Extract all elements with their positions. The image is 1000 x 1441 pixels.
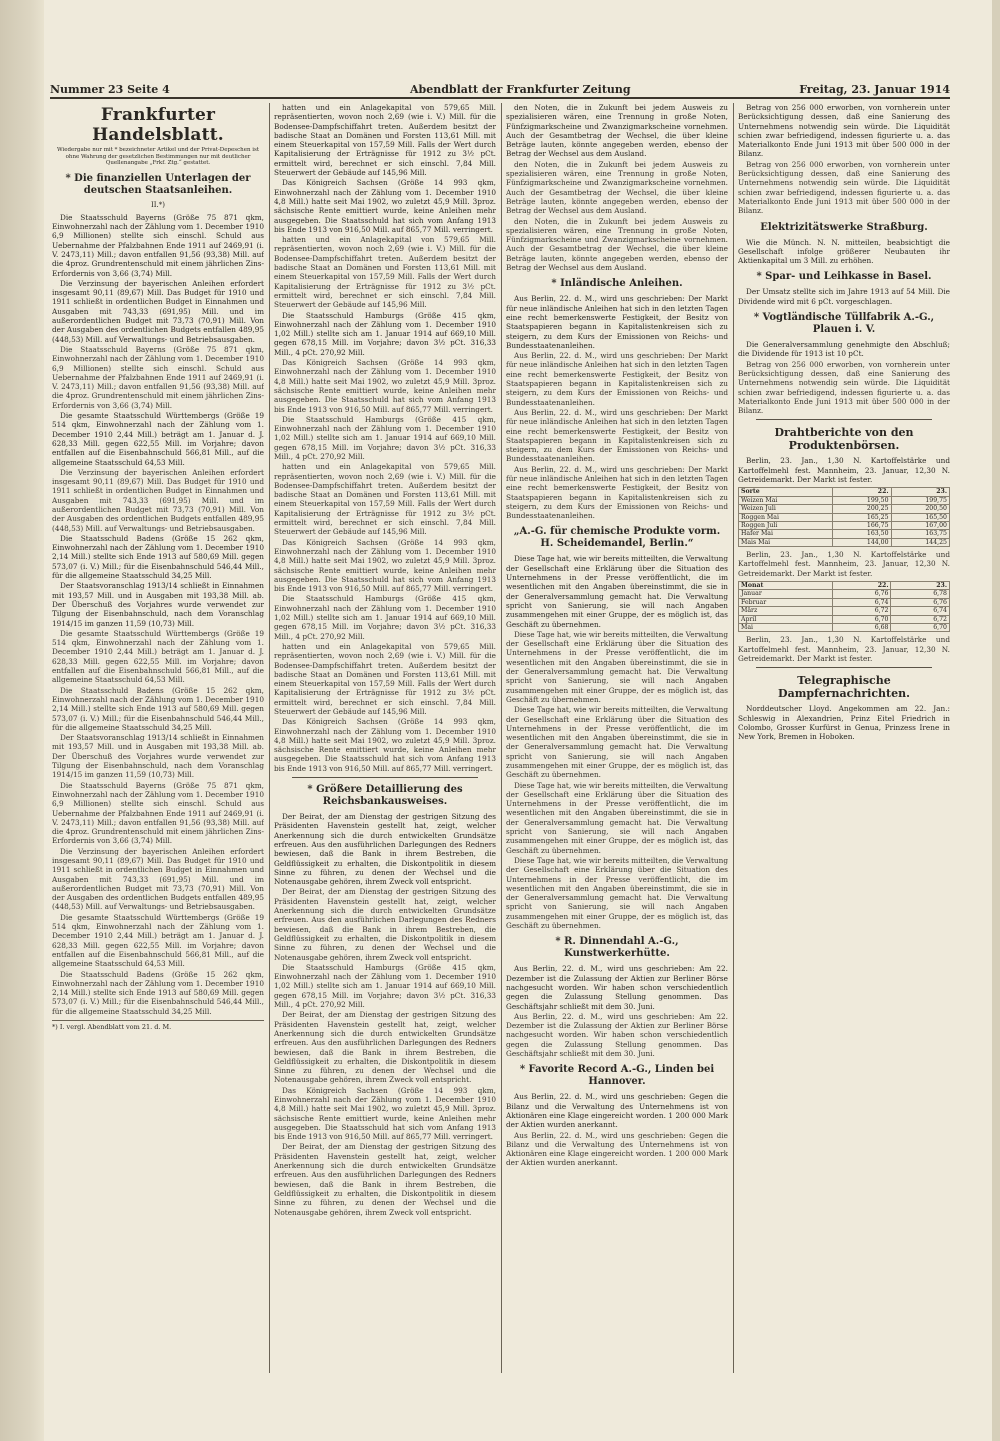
column-3 bbox=[506, 103, 728, 1373]
table-row bbox=[739, 505, 950, 513]
table-cell: 165,25 bbox=[833, 513, 891, 521]
table-cell: Januar bbox=[739, 590, 833, 598]
article-headline: * Die finanziellen Unterlagen der deutschen Staatsanleihen. bbox=[65, 172, 251, 196]
article-paragraph: Aus Berlin, 22. d. M., wird uns geschrieben: Am 22. Dezember ist die Zulassung der Aktien zur Berliner Börse nachgesucht worden. Wir haben schon verschiedentlich gegen die Zulassung Stellung genommen. Das Geschäftsjahr schließt mit dem 30. Juni. bbox=[506, 964, 728, 1011]
article-paragraph: Die Staatsschuld Hamburgs (Größe 415 qkm, Einwohnerzahl nach der Zählung vom 1. December 1910 1,02 Mill.) stellte sich am 1. Januar 1914 auf 669,10 Mill. gegen 678,15 Mill. im Vorjahre; davon 3½ pCt. 316,33 Mill., 4 pCt. 270,92 Mill. bbox=[274, 962, 496, 1010]
article-paragraph: Diese Tage hat, wie wir bereits mitteilten, die Verwaltung der Gesellschaft eine Erklärung über die Situation des Unternehmens in der Presse veröffentlicht, die im wesentlichen mit den Angaben übereinstimmt, die sie in der Generalversammlung gemacht hat. Die Verwaltung spricht von Sanierung, sie will nach Angaben zusammengehen mit einer Gruppe, der es möglich ist, das Geschäft zu übernehmen. bbox=[506, 705, 728, 780]
article-paragraph: Diese Tage hat, wie wir bereits mitteilten, die Verwaltung der Gesellschaft eine Erklärung über die Situation des Unternehmens in der Presse veröffentlicht, die im wesentlichen mit den Angaben übereinstimmt, die sie in der Generalversammlung gemacht hat. Die Verwaltung spricht von Sanierung, sie will nach Angaben zusammengehen mit einer Gruppe, der es möglich ist, das Geschäft zu übernehmen. bbox=[506, 855, 728, 931]
table-cell: 6,70 bbox=[891, 624, 950, 632]
section-title: Frankfurter Handelsblatt. bbox=[92, 105, 224, 145]
table-cell: 6,74 bbox=[832, 598, 891, 606]
table-header: 23. bbox=[891, 488, 949, 496]
article-paragraph: Diese Tage hat, wie wir bereits mitteilten, die Verwaltung der Gesellschaft eine Erklärung über die Situation des Unternehmens in der Presse veröffentlicht, die im wesentlichen mit den Angaben übereinstimmt, die sie in der Generalversammlung gemacht hat. Die Verwaltung spricht von Sanierung, sie will nach Angaben zusammengehen mit einer Gruppe, der es möglich ist, das Geschäft zu übernehmen. bbox=[506, 780, 728, 855]
table-row bbox=[739, 538, 950, 546]
article-paragraph: Der Staatsvoranschlag 1913/14 schließt in Einnahmen mit 193,57 Mill. und in Ausgaben mit 193,38 Mill. ab. Der Überschuß des Vorjahres wurde verwendet zur Tilgung der Eisenbahnschuld, nach dem Voranschlag 1914/15 im ganzen 11,59 (10,73) Mill. bbox=[52, 581, 264, 628]
page-binding-edge bbox=[0, 0, 44, 1441]
table-cell: 144,00 bbox=[833, 538, 891, 546]
article-paragraph: Die Verzinsung der bayerischen Anleihen erfordert insgesamt 90,11 (89,67) Mill. Das Budget für 1910 und 1911 schließt in ordentlichen Budget in Einnahmen und Ausgaben mit 743,33 (691,95) Mill. und im außerordentlichen Budget mit 73,73 (70,91) Mill. Von der Ausgaben des ordentlichen Budgets entfallen 489,95 (448,53) Mill. auf Verwaltungs- und Betriebsausgaben. bbox=[52, 467, 264, 533]
table-cell: März bbox=[739, 607, 833, 615]
article-paragraph: Der Umsatz stellte sich im Jahre 1913 auf 54 Mill. Die Dividende wird mit 6 pCt. vorgeschlagen. bbox=[738, 287, 950, 306]
article-part: II.*) bbox=[151, 200, 165, 209]
table-row bbox=[739, 513, 950, 521]
table-header-row bbox=[739, 488, 950, 496]
article-paragraph: Aus Berlin, 22. d. M., wird uns geschrieben: Am 22. Dezember ist die Zulassung der Aktien zur Berliner Börse nachgesucht worden. Wir haben schon verschiedentlich gegen die Zulassung Stellung genommen. Das Geschäftsjahr schließt mit dem 30. Juni. bbox=[506, 1011, 728, 1059]
article-paragraph: Die Verzinsung der bayerischen Anleihen erfordert insgesamt 90,11 (89,67) Mill. Das Budget für 1910 und 1911 schließt in ordentlichen Budget in Einnahmen und Ausgaben mit 743,33 (691,95) Mill. und im außerordentlichen Budget mit 73,73 (70,91) Mill. Von der Ausgaben des ordentlichen Budgets entfallen 489,95 (448,53) Mill. auf Verwaltungs- und Betriebsausgaben. bbox=[52, 846, 264, 912]
article-paragraph: Das Königreich Sachsen (Größe 14 993 qkm, Einwohnerzahl nach der Zählung vom 1. December 1910 4,8 Mill.) hatte seit Mai 1902, wo zuletzt 45,9 Mill. 3proz. sächsische Rente emittiert wurde, keine Anleihen mehr ausgegeben. Die Staatsschuld hat sich vom Anfang 1913 bis Ende 1913 von 916,50 Mill. auf 865,77 Mill. verringert. bbox=[274, 1085, 496, 1142]
table-row bbox=[739, 624, 950, 632]
article-paragraph: Aus Berlin, 22. d. M., wird uns geschrieben: Der Markt für neue inländische Anleihen hat sich in den letzten Tagen eine recht bemerkenswerte Festigkeit, der Besitz von Staatspapieren begann in Kapitalistenkreisen sich zu steigern, zu dem Kurs der Emissionen von Reichs- und Bundesstaatenanleihen. bbox=[506, 351, 728, 407]
market-report: Berlin, 23. Jan., 1,30 N. Kartoffelstärke und Kartoffelmehl fest. Mannheim, 23. Januar, 12,30 N. Getreidemarkt. Der Markt ist fester. bbox=[738, 635, 950, 664]
issue-number: Nummer 23 Seite 4 bbox=[50, 83, 170, 96]
article-paragraph: Das Königreich Sachsen (Größe 14 993 qkm, Einwohnerzahl nach der Zählung vom 1. December 1910 4,8 Mill.) hatte seit Mai 1902, wo zuletzt 45,9 Mill. 3proz. sächsische Rente emittiert wurde, keine Anleihen mehr ausgegeben. Die Staatsschuld hat sich vom Anfang 1913 bis Ende 1913 von 916,50 Mill. auf 865,77 Mill. verringert. bbox=[274, 358, 496, 414]
article-paragraph: hatten und ein Anlagekapital von 579,65 Mill. repräsentierten, wovon noch 2,69 (wie i. V.) Mill. für die Bodensee-Dampfschiffahrt treten. Außerdem besitzt der badische Staat an Domänen und Forsten 113,61 Mill. mit einem Steuerkapital von 157,59 Mill. Falls der Wert durch Kapitalisierung der Erträgnisse für 1912 zu 3½ pCt. ermittelt wird, berechnet er sich einschl. 7,84 Mill. Steuerwert der Gebäude auf 145,96 Mill. bbox=[274, 103, 496, 178]
table-row bbox=[739, 521, 950, 529]
shipping-news-heading: Telegraphische Dampfernachrichten. bbox=[778, 674, 910, 701]
table-cell: 166,75 bbox=[833, 521, 891, 529]
market-report: Berlin, 23. Jan., 1,30 N. Kartoffelstärke und Kartoffelmehl fest. Mannheim, 23. Januar, 12,30 N. Getreidemarkt. Der Markt ist fester. bbox=[738, 456, 950, 485]
column-4 bbox=[738, 103, 950, 1373]
article-paragraph: Die Staatsschuld Bayerns (Größe 75 871 qkm, Einwohnerzahl nach der Zählung vom 1. December 1910 6,9 Millionen) stellte sich einschl. Schuld aus Uebernahme der Pfalzbahnen Ende 1911 auf 2469,91 (i. V. 2473,11) Mill.; davon entfallen 91,56 (93,38) Mill. auf die 4proz. Grundrentenschuld mit einem jährlichen Zins-Erfordernis von 3,66 (3,74) Mill. bbox=[52, 212, 264, 278]
article-headline: * Spar- und Leihkasse in Basel. bbox=[756, 271, 932, 283]
table-cell: 144,25 bbox=[891, 538, 949, 546]
table-cell: 6,78 bbox=[891, 590, 950, 598]
table-cell: 6,70 bbox=[832, 615, 891, 623]
table-cell: 199,75 bbox=[891, 496, 949, 504]
cotton-prices-table bbox=[738, 581, 950, 632]
article-paragraph: Aus Berlin, 22. d. M., wird uns geschrieben: Gegen die Bilanz und die Verwaltung des Unternehmens ist von Aktionären eine Klage eingereicht worden. 1 200 000 Mark der Aktien wurden anerkannt. bbox=[506, 1092, 728, 1130]
article-paragraph: Die Staatsschuld Badens (Größe 15 262 qkm, Einwohnerzahl nach der Zählung vom 1. December 1910 2,14 Mill.) stellte sich Ende 1913 auf 580,69 Mill. gegen 573,07 (i. V.) Mill.; für die Eisenbahnschuld 546,44 Mill., für die allgemeine Staatsschuld 34,25 Mill. bbox=[52, 533, 264, 581]
table-cell: Mai bbox=[739, 624, 833, 632]
table-cell: April bbox=[739, 615, 833, 623]
article-paragraph: hatten und ein Anlagekapital von 579,65 Mill. repräsentierten, wovon noch 2,69 (wie i. V.) Mill. für die Bodensee-Dampfschiffahrt treten. Außerdem besitzt der badische Staat an Domänen und Forsten 113,61 Mill. mit einem Steuerkapital von 157,59 Mill. Falls der Wert durch Kapitalisierung der Erträgnisse für 1912 zu 3½ pCt. ermittelt wird, berechnet er sich einschl. 7,84 Mill. Steuerwert der Gebäude auf 145,96 Mill. bbox=[274, 462, 496, 537]
table-cell: 200,50 bbox=[891, 505, 949, 513]
article-headline: * Favorite Record A.-G., Linden bei Hannover. bbox=[519, 1064, 715, 1088]
article-paragraph: Diese Tage hat, wie wir bereits mitteilten, die Verwaltung der Gesellschaft eine Erklärung über die Situation des Unternehmens in der Presse veröffentlicht, die im wesentlichen mit den Angaben übereinstimmt, die sie in der Generalversammlung gemacht hat. Die Verwaltung spricht von Sanierung, sie will nach Angaben zusammengehen mit einer Gruppe, der es möglich ist, das Geschäft zu übernehmen. bbox=[506, 629, 728, 704]
table-header: 22. bbox=[833, 488, 891, 496]
table-row bbox=[739, 496, 950, 504]
article-headline: * Vogtländische Tüllfabrik A.-G., Plauen i. V. bbox=[753, 312, 935, 336]
article-paragraph: Der Beirat, der am Dienstag der gestrigen Sitzung des Präsidenten Havenstein gestellt hat, zeigt, welcher Anerkennung sich die durch entwickelten Grundsätze erfreuen. Aus den ausführlichen Darlegungen des Redners bewiesen, daß die Bank in ihrem Bestreben, die Geldflüssigkeit zu erhalten, die Diskontpolitik in diesem Sinne zu führen, zu denen der Wechsel und die Notenausgabe gehören, ihrem Zweck voll entspricht. bbox=[274, 887, 496, 962]
table-header: Sorte bbox=[739, 488, 833, 496]
table-cell: Mais Mai bbox=[739, 538, 833, 546]
article-paragraph: den Noten, die in Zukunft bei jedem Ausweis zu spezialisieren wären, eine Trennung in große Noten, Fünfzigmarkscheine und Zwanzigmarkscheine vornehmen. Auch der Gesamtbetrag der Wechsel, die über kleine Beträge lauten, könnte angegeben werden, ebenso der Betrag der Wechsel aus dem Ausland. bbox=[506, 103, 728, 159]
table-cell: 163,50 bbox=[833, 530, 891, 538]
article-paragraph: Aus Berlin, 22. d. M., wird uns geschrieben: Der Markt für neue inländische Anleihen hat sich in den letzten Tagen eine recht bemerkenswerte Festigkeit, der Besitz von Staatspapieren begann in Kapitalistenkreisen sich zu steigern, zu dem Kurs der Emissionen von Reichs- und Bundesstaatenanleihen. bbox=[506, 294, 728, 350]
article-paragraph: Das Königreich Sachsen (Größe 14 993 qkm, Einwohnerzahl nach der Zählung vom 1. December 1910 4,8 Mill.) hatte seit Mai 1902, wo zuletzt 45,9 Mill. 3proz. sächsische Rente emittiert wurde, keine Anleihen mehr ausgegeben. Die Staatsschuld hat sich vom Anfang 1913 bis Ende 1913 von 916,50 Mill. auf 865,77 Mill. verringert. bbox=[274, 537, 496, 594]
table-cell: Roggen Mai bbox=[739, 513, 833, 521]
article-paragraph: Die Verzinsung der bayerischen Anleihen erfordert insgesamt 90,11 (89,67) Mill. Das Budget für 1910 und 1911 schließt in ordentlichen Budget in Einnahmen und Ausgaben mit 743,33 (691,95) Mill. und im außerordentlichen Budget mit 73,73 (70,91) Mill. Von der Ausgaben des ordentlichen Budgets entfallen 489,95 (448,53) Mill. auf Verwaltungs- und Betriebsausgaben. bbox=[52, 278, 264, 344]
article-paragraph: Wie die Münch. N. N. mitteilen, beabsichtigt die Gesellschaft infolge größerer Neubauten ihr Aktienkapital um 3 Mill. zu erhöhen. bbox=[738, 237, 950, 266]
article-paragraph: Betrag von 256 000 erworben, von vornherein unter Berücksichtigung dessen, daß eine Sanierung des Unternehmens notwendig sein würde. Die Liquidität schien zwar befriedigend, indessen figurierte u. a. das Materialkonto Ende Juni 1913 mit über 500 000 in der Bilanz. bbox=[738, 359, 950, 416]
table-cell: 6,72 bbox=[832, 607, 891, 615]
market-report: Berlin, 23. Jan., 1,30 N. Kartoffelstärke und Kartoffelmehl fest. Mannheim, 23. Januar, 12,30 N. Getreidemarkt. Der Markt ist fester. bbox=[738, 550, 950, 578]
article-paragraph: den Noten, die in Zukunft bei jedem Ausweis zu spezialisieren wären, eine Trennung in große Noten, Fünfzigmarkscheine und Zwanzigmarkscheine vornehmen. Auch der Gesamtbetrag der Wechsel, die über kleine Beträge lauten, könnte angegeben werden, ebenso der Betrag der Wechsel aus dem Ausland. bbox=[506, 159, 728, 216]
issue-date: Freitag, 23. Januar 1914 bbox=[799, 83, 950, 96]
article-paragraph: Betrag von 256 000 erworben, von vornherein unter Berücksichtigung dessen, daß eine Sanierung des Unternehmens notwendig sein würde. Die Liquidität schien zwar befriedigend, indessen figurierte u. a. das Materialkonto Ende Juni 1913 mit über 500 000 in der Bilanz. bbox=[738, 103, 950, 159]
table-header: 22. bbox=[832, 582, 891, 590]
table-row bbox=[739, 590, 950, 598]
table-cell: Februar bbox=[739, 598, 833, 606]
table-cell: 163,75 bbox=[891, 530, 949, 538]
article-paragraph: Das Königreich Sachsen (Größe 14 993 qkm, Einwohnerzahl nach der Zählung vom 1. December 1910 4,8 Mill.) hatte seit Mai 1902, wo zuletzt 45,9 Mill. 3proz. sächsische Rente emittiert wurde, keine Anleihen mehr ausgegeben. Die Staatsschuld hat sich vom Anfang 1913 bis Ende 1913 von 916,50 Mill. auf 865,77 Mill. verringert. bbox=[274, 178, 496, 234]
article-paragraph: Die Staatsschuld Hamburgs (Größe 415 qkm, Einwohnerzahl nach der Zählung vom 1. December 1910 1,02 Mill.) stellte sich am 1. Januar 1914 auf 669,10 Mill. gegen 678,15 Mill. im Vorjahre; davon 3½ pCt. 316,33 Mill., 4 pCt. 270,92 Mill. bbox=[274, 310, 496, 357]
column-2 bbox=[274, 103, 496, 1373]
article-paragraph: Der Beirat, der am Dienstag der gestrigen Sitzung des Präsidenten Havenstein gestellt hat, zeigt, welcher Anerkennung sich die durch entwickelten Grundsätze erfreuen. Aus den ausführlichen Darlegungen des Redners bewiesen, daß die Bank in ihrem Bestreben, die Geldflüssigkeit zu erhalten, die Diskontpolitik in diesem Sinne zu führen, zu denen der Wechsel und die Notenausgabe gehören, ihrem Zweck voll entspricht. bbox=[274, 1142, 496, 1217]
table-row bbox=[739, 607, 950, 615]
table-cell: 6,68 bbox=[832, 624, 891, 632]
article-paragraph: Die Generalversammlung genehmigte den Abschluß; die Dividende für 1913 ist 10 pCt. bbox=[738, 340, 950, 359]
article-paragraph: Aus Berlin, 22. d. M., wird uns geschrieben: Der Markt für neue inländische Anleihen hat sich in den letzten Tagen eine recht bemerkenswerte Festigkeit, der Besitz von Staatspapieren begann in Kapitalistenkreisen sich zu steigern, zu dem Kurs der Emissionen von Reichs- und Bundesstaatenanleihen. bbox=[506, 464, 728, 521]
grain-prices-table bbox=[738, 487, 950, 547]
table-cell: 167,00 bbox=[891, 521, 949, 529]
article-paragraph: Betrag von 256 000 erworben, von vornherein unter Berücksichtigung dessen, daß eine Sanierung des Unternehmens notwendig sein würde. Die Liquidität schien zwar befriedigend, indessen figurierte u. a. das Materialkonto Ende Juni 1913 mit über 500 000 in der Bilanz. bbox=[738, 159, 950, 216]
article-paragraph: Die Staatsschuld Badens (Größe 15 262 qkm, Einwohnerzahl nach der Zählung vom 1. December 1910 2,14 Mill.) stellte sich Ende 1913 auf 580,69 Mill. gegen 573,07 (i. V.) Mill.; für die Eisenbahnschuld 546,44 Mill., für die allgemeine Staatsschuld 34,25 Mill. bbox=[52, 969, 264, 1016]
article-paragraph: hatten und ein Anlagekapital von 579,65 Mill. repräsentierten, wovon noch 2,69 (wie i. V.) Mill. für die Bodensee-Dampfschiffahrt treten. Außerdem besitzt der badische Staat an Domänen und Forsten 113,61 Mill. mit einem Steuerkapital von 157,59 Mill. Falls der Wert durch Kapitalisierung der Erträgnisse für 1912 zu 3½ pCt. ermittelt wird, berechnet er sich einschl. 7,84 Mill. Steuerwert der Gebäude auf 145,96 Mill. bbox=[274, 641, 496, 716]
table-row bbox=[739, 615, 950, 623]
article-paragraph: Die Staatsschuld Hamburgs (Größe 415 qkm, Einwohnerzahl nach der Zählung vom 1. December 1910 1,02 Mill.) stellte sich am 1. Januar 1914 auf 669,10 Mill. gegen 678,15 Mill. im Vorjahre; davon 3½ pCt. 316,33 Mill., 4 pCt. 270,92 Mill. bbox=[274, 594, 496, 641]
table-cell: Weizen Juli bbox=[739, 505, 833, 513]
article-paragraph: Aus Berlin, 22. d. M., wird uns geschrieben: Gegen die Bilanz und die Verwaltung des Unternehmens ist von Aktionären eine Klage eingereicht worden. 1 200 000 Mark der Aktien wurden anerkannt. bbox=[506, 1130, 728, 1168]
paper-title: Abendblatt der Frankfurter Zeitung bbox=[410, 83, 631, 96]
section-separator bbox=[756, 419, 932, 420]
reprint-notice: Wiedergabe nur mit * bezeichneter Artikel und der Privat-Depeschen ist ohne Wahrung der gesetzlichen Bestimmungen nur mit deutlicher Quellenangabe „Frkf. Ztg.“ gestattet. bbox=[56, 147, 260, 166]
table-row bbox=[739, 530, 950, 538]
table-header: 23. bbox=[891, 582, 950, 590]
column-rule bbox=[501, 103, 502, 1373]
section-separator bbox=[756, 667, 932, 668]
article-paragraph: Die gesamte Staatsschuld Württembergs (Größe 19 514 qkm, Einwohnerzahl nach der Zählung vom 1. December 1910 2,44 Mill.) beträgt am 1. Januar d. J. 628,33 Mill. gegen 622,55 Mill. im Vorjahre; davon entfallen auf die Eisenbahnschuld 566,81 Mill., auf die allgemeine Staatsschuld 64,53 Mill. bbox=[52, 628, 264, 685]
article-headline: * Inländische Anleihen. bbox=[551, 278, 683, 290]
article-paragraph: Der Staatsvoranschlag 1913/14 schließt in Einnahmen mit 193,57 Mill. und in Ausgaben mit 193,38 Mill. ab. Der Überschuß des Vorjahres wurde verwendet zur Tilgung der Eisenbahnschuld, nach dem Voranschlag 1914/15 im ganzen 11,59 (10,73) Mill. bbox=[52, 733, 264, 780]
table-header-row bbox=[739, 582, 950, 590]
table-cell: 199,50 bbox=[833, 496, 891, 504]
column-rule bbox=[269, 103, 270, 1373]
article-paragraph: den Noten, die in Zukunft bei jedem Ausweis zu spezialisieren wären, eine Trennung in große Noten, Fünfzigmarkscheine und Zwanzigmarkscheine vornehmen. Auch der Gesamtbetrag der Wechsel, die über kleine Beträge lauten, könnte angegeben werden, ebenso der Betrag der Wechsel aus dem Ausland. bbox=[506, 216, 728, 273]
market-reports-heading: Drahtberichte von den Produktenbörsen. bbox=[774, 426, 914, 453]
shipping-report: Norddeutscher Lloyd. Angekommen am 22. Jan.: Schleswig in Alexandrien, Prinz Eitel Friedrich in Colombo, Grosser Kurfürst in Genua, Prinzess Irene in New York, Bremen in Hoboken. bbox=[738, 704, 950, 742]
article-paragraph: Die Staatsschuld Bayerns (Größe 75 871 qkm, Einwohnerzahl nach der Zählung vom 1. December 1910 6,9 Millionen) stellte sich einschl. Schuld aus Uebernahme der Pfalzbahnen Ende 1911 auf 2469,91 (i. V. 2473,11) Mill.; davon entfallen 91,56 (93,38) Mill. auf die 4proz. Grundrentenschuld mit einem jährlichen Zins-Erfordernis von 3,66 (3,74) Mill. bbox=[52, 780, 264, 846]
table-row bbox=[739, 598, 950, 606]
article-paragraph: Aus Berlin, 22. d. M., wird uns geschrieben: Der Markt für neue inländische Anleihen hat sich in den letzten Tagen eine recht bemerkenswerte Festigkeit, der Besitz von Staatspapieren begann in Kapitalistenkreisen sich zu steigern, zu dem Kurs der Emissionen von Reichs- und Bundesstaatenanleihen. bbox=[506, 407, 728, 464]
article-paragraph: Die Staatsschuld Bayerns (Größe 75 871 qkm, Einwohnerzahl nach der Zählung vom 1. December 1910 6,9 Millionen) stellte sich einschl. Schuld aus Uebernahme der Pfalzbahnen Ende 1911 auf 2469,91 (i. V. 2473,11) Mill.; davon entfallen 91,56 (93,38) Mill. auf die 4proz. Grundrentenschuld mit einem jährlichen Zins-Erfordernis von 3,66 (3,74) Mill. bbox=[52, 344, 264, 410]
table-cell: 200,25 bbox=[833, 505, 891, 513]
table-cell: Roggen Juli bbox=[739, 521, 833, 529]
article-paragraph: Die gesamte Staatsschuld Württembergs (Größe 19 514 qkm, Einwohnerzahl nach der Zählung vom 1. December 1910 2,44 Mill.) beträgt am 1. Januar d. J. 628,33 Mill. gegen 622,55 Mill. im Vorjahre; davon entfallen auf die Eisenbahnschuld 566,81 Mill., auf die allgemeine Staatsschuld 64,53 Mill. bbox=[52, 912, 264, 969]
article-paragraph: Das Königreich Sachsen (Größe 14 993 qkm, Einwohnerzahl nach der Zählung vom 1. December 1910 4,8 Mill.) hatte seit Mai 1902, wo zuletzt 45,9 Mill. 3proz. sächsische Rente emittiert wurde, keine Anleihen mehr ausgegeben. Die Staatsschuld hat sich vom Anfang 1913 bis Ende 1913 von 916,50 Mill. auf 865,77 Mill. verringert. bbox=[274, 717, 496, 773]
table-header: Monat bbox=[739, 582, 833, 590]
table-cell: 6,76 bbox=[832, 590, 891, 598]
masthead bbox=[50, 83, 950, 99]
article-headline: * R. Dinnendahl A.-G., Kunstwerkerhütte. bbox=[555, 936, 679, 960]
article-headline: * Größere Detaillierung des Reichsbankausweises. bbox=[307, 784, 463, 808]
article-headline: „A.-G. für chemische Produkte vorm. H. Scheidemandel, Berlin.“ bbox=[513, 526, 721, 550]
article-paragraph: Die gesamte Staatsschuld Württembergs (Größe 19 514 qkm, Einwohnerzahl nach der Zählung vom 1. December 1910 2,44 Mill.) beträgt am 1. Januar d. J. 628,33 Mill. gegen 622,55 Mill. im Vorjahre; davon entfallen auf die Eisenbahnschuld 566,81 Mill., auf die allgemeine Staatsschuld 64,53 Mill. bbox=[52, 411, 264, 467]
article-headline: Elektrizitätswerke Straßburg. bbox=[760, 221, 928, 233]
article-paragraph: Der Beirat, der am Dienstag der gestrigen Sitzung des Präsidenten Havenstein gestellt hat, zeigt, welcher Anerkennung sich die durch entwickelten Grundsätze erfreuen. Aus den ausführlichen Darlegungen des Redners bewiesen, daß die Bank in ihrem Bestreben, die Geldflüssigkeit zu erhalten, die Diskontpolitik in diesem Sinne zu führen, zu denen der Wechsel und die Notenausgabe gehören, ihrem Zweck voll entspricht. bbox=[274, 1010, 496, 1085]
footnote: *) I. vergl. Abendblatt vom 21. d. M. bbox=[52, 1020, 264, 1032]
section-separator bbox=[292, 777, 478, 778]
article-paragraph: Die Staatsschuld Badens (Größe 15 262 qkm, Einwohnerzahl nach der Zählung vom 1. December 1910 2,14 Mill.) stellte sich Ende 1913 auf 580,69 Mill. gegen 573,07 (i. V.) Mill.; für die Eisenbahnschuld 546,44 Mill., für die allgemeine Staatsschuld 34,25 Mill. bbox=[52, 685, 264, 732]
article-paragraph: Diese Tage hat, wie wir bereits mitteilten, die Verwaltung der Gesellschaft eine Erklärung über die Situation des Unternehmens in der Presse veröffentlicht, die im wesentlichen mit den Angaben übereinstimmt, die sie in der Generalversammlung gemacht hat. Die Verwaltung spricht von Sanierung, sie will nach Angaben zusammengehen mit einer Gruppe, der es möglich ist, das Geschäft zu übernehmen. bbox=[506, 554, 728, 629]
table-cell: 6,76 bbox=[891, 598, 950, 606]
column-rule bbox=[733, 103, 734, 1373]
column-1 bbox=[52, 103, 264, 1373]
article-paragraph: hatten und ein Anlagekapital von 579,65 Mill. repräsentierten, wovon noch 2,69 (wie i. V.) Mill. für die Bodensee-Dampfschiffahrt treten. Außerdem besitzt der badische Staat an Domänen und Forsten 113,61 Mill. mit einem Steuerkapital von 157,59 Mill. Falls der Wert durch Kapitalisierung der Erträgnisse für 1912 zu 3½ pCt. ermittelt wird, berechnet er sich einschl. 7,84 Mill. Steuerwert der Gebäude auf 145,96 Mill. bbox=[274, 235, 496, 310]
table-cell: 6,72 bbox=[891, 615, 950, 623]
table-cell: 6,74 bbox=[891, 607, 950, 615]
table-cell: Weizen Mai bbox=[739, 496, 833, 504]
table-cell: 165,50 bbox=[891, 513, 949, 521]
page-edge bbox=[992, 0, 1000, 1441]
table-cell: Hafer Mai bbox=[739, 530, 833, 538]
article-paragraph: Die Staatsschuld Hamburgs (Größe 415 qkm, Einwohnerzahl nach der Zählung vom 1. December 1910 1,02 Mill.) stellte sich am 1. Januar 1914 auf 669,10 Mill. gegen 678,15 Mill. im Vorjahre; davon 3½ pCt. 316,33 Mill., 4 pCt. 270,92 Mill. bbox=[274, 414, 496, 461]
article-paragraph: Der Beirat, der am Dienstag der gestrigen Sitzung des Präsidenten Havenstein gestellt hat, zeigt, welcher Anerkennung sich die durch entwickelten Grundsätze erfreuen. Aus den ausführlichen Darlegungen des Redners bewiesen, daß die Bank in ihrem Bestreben, die Geldflüssigkeit zu erhalten, die Diskontpolitik in diesem Sinne zu führen, zu denen der Wechsel und die Notenausgabe gehören, ihrem Zweck voll entspricht. bbox=[274, 812, 496, 887]
